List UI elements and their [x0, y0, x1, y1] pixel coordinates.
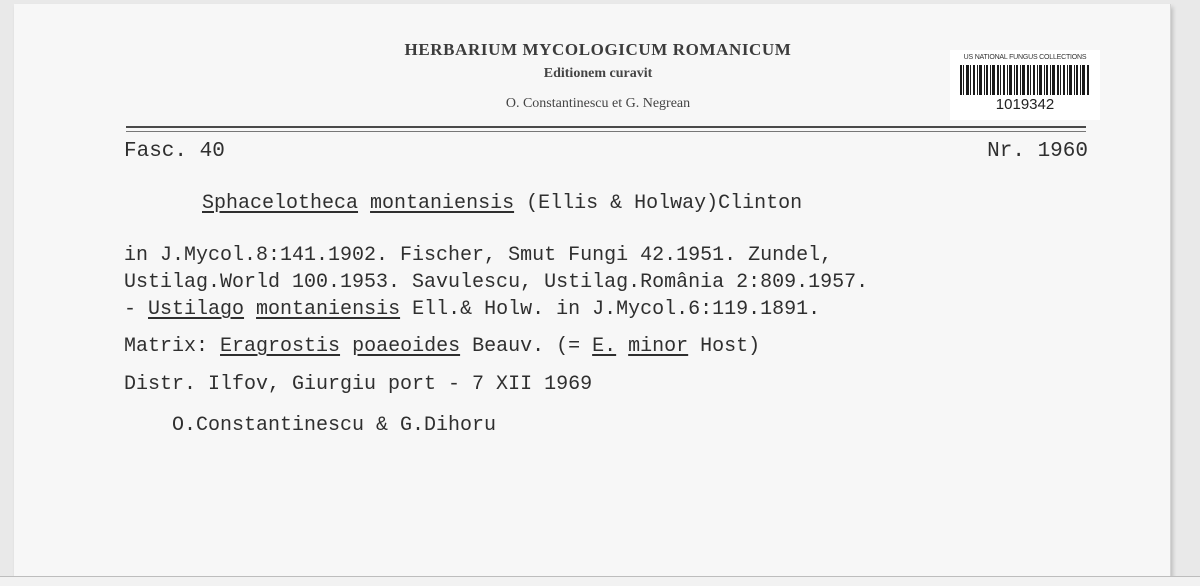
basionym-dash: -	[124, 298, 149, 321]
editors-line: O. Constantinescu et G. Negrean	[505, 96, 691, 111]
barcode-caption: US NATIONAL FUNGUS COLLECTIONS	[963, 54, 1087, 61]
barcode-icon	[960, 65, 1090, 95]
header-rule	[126, 126, 1086, 128]
species-epithet: montaniensis	[370, 192, 515, 215]
matrix-prefix: Matrix:	[124, 335, 221, 358]
host-epithet: poaeoides	[352, 335, 461, 358]
host-synonym-genus: E.	[592, 335, 617, 358]
reference-line-1: in J.Mycol.8:141.1902. Fischer, Smut Fungi 42.1951. Zundel,	[124, 244, 833, 267]
basionym-epithet: montaniensis	[256, 298, 401, 321]
fascicle-number: Fasc. 40	[124, 140, 225, 163]
host-synonym-rest: Host)	[688, 335, 761, 358]
distribution-line: Distr. Ilfov, Giurgiu port - 7 XII 1969	[124, 373, 593, 396]
basionym-genus: Ustilago	[148, 298, 245, 321]
species-authority: (Ellis & Holway)Clinton	[514, 192, 803, 215]
catalog-number: 1019342	[995, 96, 1055, 113]
host-synonym-sep	[616, 335, 628, 358]
editionem-line: Editionem curavit	[543, 66, 653, 81]
host-synonym-epithet: minor	[628, 335, 689, 358]
reference-line-2: Ustilag.World 100.1953. Savulescu, Ustilag.România 2:809.1957.	[124, 271, 869, 294]
basionym-citation: Ell.& Holw. in J.Mycol.6:119.1891.	[400, 298, 821, 321]
barcode-sticker	[950, 50, 1100, 120]
header-rule-thin	[126, 131, 1086, 132]
reference-line-3	[124, 298, 820, 321]
species-name	[202, 192, 802, 215]
host-genus: Eragrostis	[220, 335, 341, 358]
species-genus: Sphacelotheca	[202, 192, 359, 215]
collectors-line: O.Constantinescu & G.Dihoru	[172, 414, 497, 437]
host-authority: Beauv. (=	[460, 335, 593, 358]
herbarium-title: HERBARIUM MYCOLOGICUM ROMANICUM	[404, 40, 792, 59]
specimen-number: Nr. 1960	[987, 140, 1088, 163]
matrix-line	[124, 335, 760, 358]
